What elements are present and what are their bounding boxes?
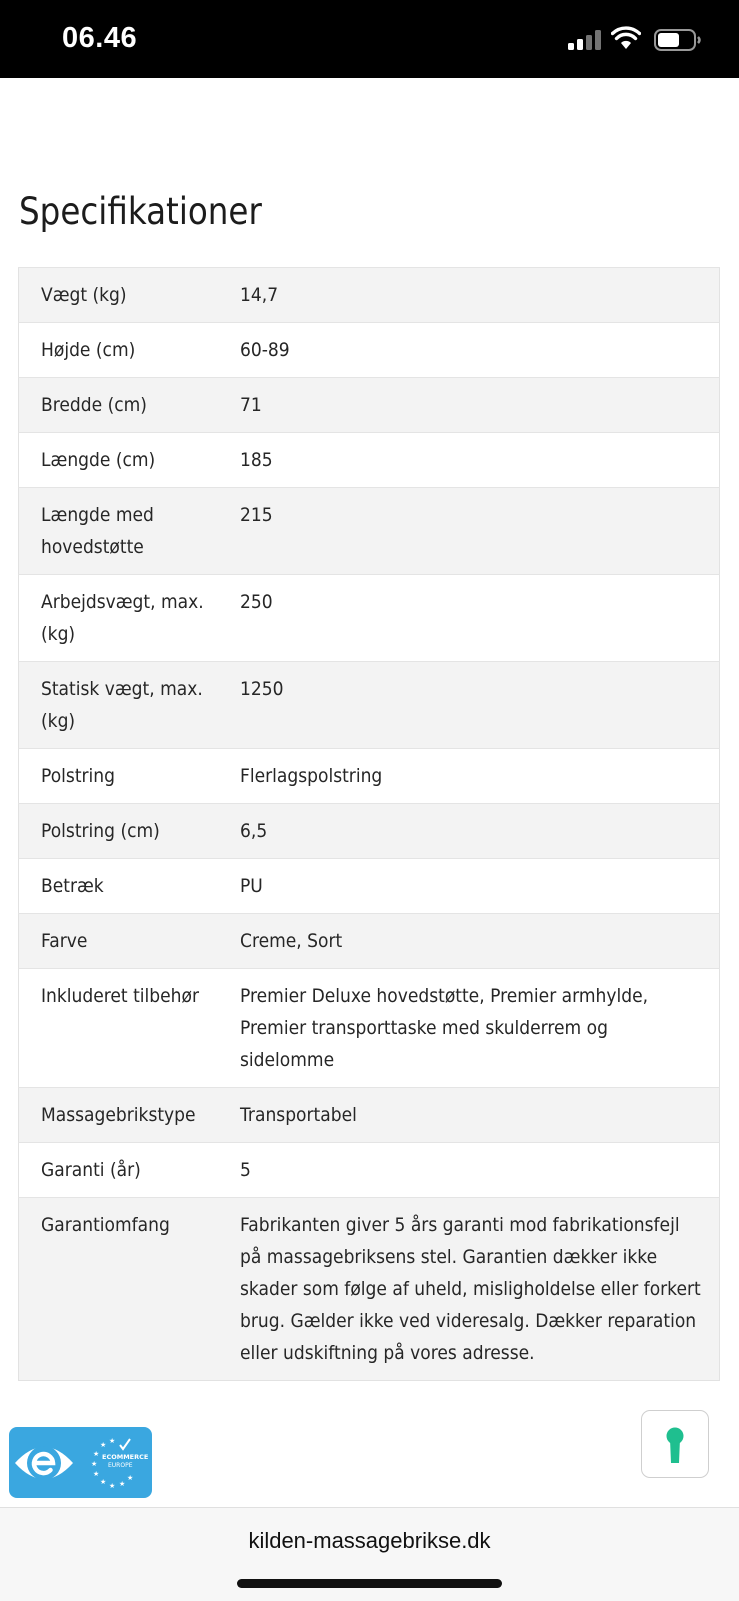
badge-text-europe: EUROPE <box>108 1462 133 1469</box>
spec-label: Arbejdsvægt, max. (kg) <box>19 575 241 662</box>
url-text[interactable]: kilden-massagebrikse.dk <box>248 1528 491 1553</box>
spec-value: Transportabel <box>240 1088 720 1143</box>
spec-label: Længde med hovedstøtte <box>19 488 241 575</box>
cellular-signal-icon <box>568 30 602 50</box>
table-row <box>19 575 720 662</box>
section-title: Specifikationer <box>19 190 262 233</box>
accessibility-button[interactable] <box>641 1410 709 1478</box>
spec-value: 60-89 <box>240 323 720 378</box>
wifi-icon <box>611 26 641 50</box>
e-mark-eye-icon <box>9 1427 152 1498</box>
table-row <box>19 969 720 1088</box>
spec-label: Vægt (kg) <box>19 268 241 323</box>
table-row <box>19 804 720 859</box>
svg-text:★: ★ <box>93 1470 100 1478</box>
spec-table <box>18 267 720 1381</box>
spec-label: Bredde (cm) <box>19 378 241 433</box>
spec-label: Højde (cm) <box>19 323 241 378</box>
svg-text:★: ★ <box>100 1441 107 1449</box>
spec-value: 250 <box>240 575 720 662</box>
table-row <box>19 749 720 804</box>
spec-label: Massagebrikstype <box>19 1088 241 1143</box>
spec-value: Fabrikanten giver 5 års garanti mod fabrikationsfejl på massagebriksens stel. Garantien dækker ikke skader som følge af uheld, misligholdelse eller forkert brug. Gælder ikke ved videresalg. Dækker reparation eller udskiftning på vores adresse. <box>240 1198 720 1381</box>
table-row <box>19 378 720 433</box>
spec-label: Betræk <box>19 859 241 914</box>
table-row <box>19 1088 720 1143</box>
svg-text:★: ★ <box>119 1480 126 1488</box>
spec-value: 71 <box>240 378 720 433</box>
spec-value: Premier Deluxe hovedstøtte, Premier armhylde, Premier transporttaske med skulderrem og sidelomme <box>240 969 720 1088</box>
spec-label: Garantiomfang <box>19 1198 241 1381</box>
svg-text:★: ★ <box>127 1474 134 1482</box>
table-row <box>19 914 720 969</box>
spec-value: 5 <box>240 1143 720 1198</box>
table-row <box>19 1143 720 1198</box>
spec-value: 14,7 <box>240 268 720 323</box>
svg-text:★: ★ <box>93 1450 100 1458</box>
table-row <box>19 323 720 378</box>
table-row <box>19 859 720 914</box>
svg-text:★: ★ <box>109 1437 116 1445</box>
spec-label: Inkluderet tilbehør <box>19 969 241 1088</box>
spec-value: Flerlagspolstring <box>240 749 720 804</box>
badge-text-ecommerce: ECOMMERCE <box>102 1453 149 1461</box>
spec-label: Polstring <box>19 749 241 804</box>
spec-value: PU <box>240 859 720 914</box>
spec-value: 215 <box>240 488 720 575</box>
spec-label: Garanti (år) <box>19 1143 241 1198</box>
spec-value: Creme, Sort <box>240 914 720 969</box>
keyhole-icon <box>642 1411 708 1477</box>
battery-icon <box>654 29 702 51</box>
svg-text:★: ★ <box>109 1482 116 1490</box>
status-bar <box>0 0 739 78</box>
svg-text:★: ★ <box>100 1478 107 1486</box>
spec-value: 185 <box>240 433 720 488</box>
table-row <box>19 268 720 323</box>
table-row <box>19 488 720 575</box>
table-row <box>19 433 720 488</box>
table-row <box>19 662 720 749</box>
ecommerce-europe-badge[interactable] <box>9 1427 152 1498</box>
table-row <box>19 1198 720 1381</box>
spec-label: Farve <box>19 914 241 969</box>
home-indicator[interactable] <box>237 1579 502 1588</box>
svg-text:★: ★ <box>91 1460 98 1468</box>
spec-label: Længde (cm) <box>19 433 241 488</box>
spec-label: Statisk vægt, max. (kg) <box>19 662 241 749</box>
spec-label: Polstring (cm) <box>19 804 241 859</box>
status-time: 06.46 <box>62 22 138 54</box>
spec-value: 1250 <box>240 662 720 749</box>
spec-value: 6,5 <box>240 804 720 859</box>
